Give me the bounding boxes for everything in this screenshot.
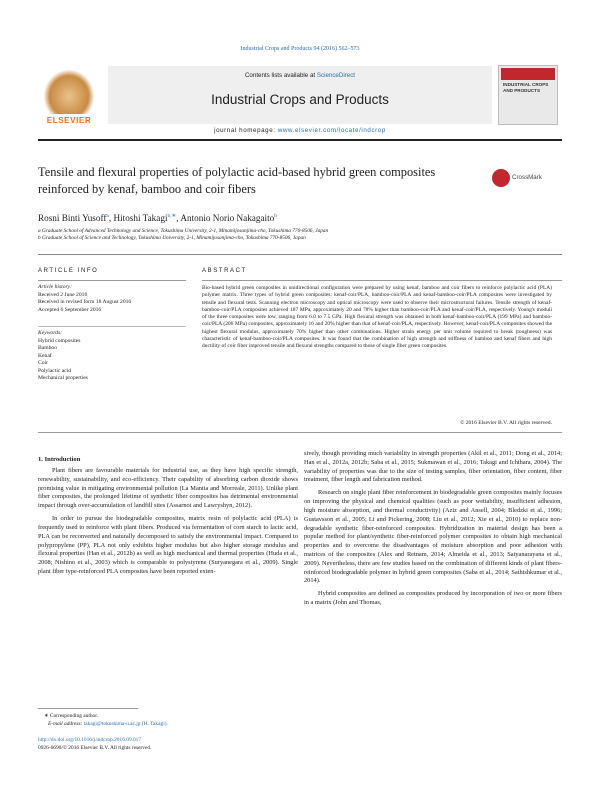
contents-available-line <box>108 72 492 79</box>
doi-link[interactable]: http://dx.doi.org/10.1016/j.indcrop.2016.09.017 <box>38 737 142 743</box>
journal-homepage-line <box>108 127 492 134</box>
crossmark-icon <box>492 169 510 187</box>
keyword: Hybrid composites <box>38 337 81 344</box>
cover-banner <box>501 68 555 80</box>
author-list: Rosni Binti Yusoff$^a$, Hitoshi Takagi$^{b,∗}$, Antonio Norio Nakagaito$^b$ <box>38 213 277 224</box>
paragraph: Research on single plant fiber reinforcement in biodegradable green composites mainly focuses on improving the physical and chemical qualities (such as poor wettability, insufficient adhesion, high moisture absorption, and thermal conductivity) (Aziz and Ansell, 2004; Bledzki et al., 1996; Gustavsson et al., 2005; Li and Pickering, 2008; Liu et al., 2012; Xie et al., 2010) to replace non-degradable synthetic fiber-reinforced composites. Hybridization in material design has been a popular method for plant/synthetic fiber-reinforced polymer composites to obtain high mechanical properties and to overcome the disadvantages of moisture absorption and poor adhesion with matrices of the composites (Alex and Retnam, 2014; Almeida et al., 2013; Satyanarayana et al., 2009). Nevertheless, there are few studies based on the combination of different kinds of plant fibers-reinforced biodegradable polymer in hybrid green composites (Saba et al., 2014; Sathishkumar et al., 2014). <box>304 489 562 585</box>
section-heading-introduction: 1. Introduction <box>38 456 81 463</box>
doi-block <box>38 737 338 752</box>
keywords-label: Keywords: <box>38 330 63 336</box>
elsevier-wordmark: ELSEVIER <box>46 116 92 125</box>
sciencedirect-link[interactable]: ScienceDirect <box>316 72 356 79</box>
header-rule <box>38 139 562 141</box>
keyword: Coir <box>38 360 48 367</box>
elsevier-logo <box>38 70 100 128</box>
journal-title: Industrial Crops and Products <box>211 92 389 107</box>
keyword: Polylactic acid <box>38 367 72 374</box>
paragraph: Plant fibers are favourable materials for industrial use, as they have high specific strength, renewability, sustainability, and eco-efficiency. Their capability of absorbing carbon dioxide shows promising value in mitigating environmental pollution (La Mantia and Morreale, 2011). Unlike plant fiber composites, the prolonged lifetime of synthetic fiber composites has detrimental environmental impact through over-accumulation of landfill sites (Assarnoi and Lawryshyn, 2012). <box>38 467 298 510</box>
paragraph: sively, though providing much variability in strength properties (Akil et al., 2011; Dong et al., 2014; Han et al., 2012a, 2012b; Saba et al., 2015; Sukmawan et al., 2016; Takagi and Ichihara, 2004). The variability of properties was due to the size of testing samples, fiber orientation, fiber content, fiber treatment, fiber length and fabrication method. <box>304 450 562 484</box>
body-column-left <box>38 467 298 581</box>
cover-title: INDUSTRIAL CROPS AND PRODUCTS <box>503 82 549 93</box>
abstract-bottom-rule <box>38 432 562 433</box>
keywords-rule <box>38 326 186 327</box>
contents-prefix: Contents lists available at <box>244 72 317 79</box>
keyword: Mechanical properties <box>38 375 88 382</box>
article-info-heading: ARTICLE INFO <box>38 268 99 274</box>
homepage-link[interactable]: www.elsevier.com/locate/indcrop <box>277 127 386 134</box>
author-name: Rosni Binti Yusoff <box>38 213 107 224</box>
corresponding-label: ∗ Corresponding author. <box>44 713 99 719</box>
history-label: Article history: <box>38 284 73 290</box>
author-affiliation-mark[interactable]: a <box>106 213 109 219</box>
email-link[interactable]: takagi@tokushima-u.ac.jp (H. Takagi). <box>83 720 168 727</box>
author-name: Hitoshi Takagi <box>113 213 168 224</box>
email-line <box>38 721 298 729</box>
elsevier-tree-icon <box>44 70 94 114</box>
homepage-prefix: journal homepage: <box>214 127 278 134</box>
history-item: Received 2 June 2016 <box>38 291 88 298</box>
body-column-right <box>304 450 562 612</box>
affiliation-a: a Graduate School of Advanced Technology and Science, Tokushima University, 2-1, Minamijosanjima-cho, Tokushima 770-8506, Japan <box>38 228 329 234</box>
paragraph: In order to pursue the biodegradable composites, matrix resin of polylactic acid (PLA) is frequently used to reinforce with plant fibers. Produced via fermentation of corn starch to lactic acid, PLA can be reconverted and naturally decomposed to satisfy the environmental impact. Compared to polypropylene (PP), PLA not only exhibits higher modulus but also higher storage modulus and flexural properties (Han et al., 2012b) as well as high mechanical and thermal properties (Huda et al., 2008; Nishino et al., 2003) which is comparable to polystyrene (Suryanegara et al., 2009). Single plant fiber type-reinforced PLA composites have been reported exten- <box>38 515 298 575</box>
corresponding-author-footnote <box>38 713 298 728</box>
footnote-rule <box>38 708 138 709</box>
author-name: Antonio Norio Nakagaito <box>180 213 275 224</box>
journal-cover-thumbnail <box>498 65 558 125</box>
crossmark-label: CrossMark <box>512 174 542 181</box>
author-affiliation-mark[interactable]: b <box>274 213 277 219</box>
affiliation-rule <box>38 254 562 255</box>
abstract-text: Bio-based hybrid green composites in unidirectional configuration were prepared by using kenaf, bamboo and coir fibers to reinforce polylactic acid (PLA) polymer matrix. Three types of hybrid green composites: kenaf-coir/PLA, bamboo-coir/PLA and kenaf-bamboo-coir/PLA composites were investigated by tensile and flexural tests. Scanning electron microscopy and optical microscopy were used to observe their microstructural failures. Tensile strength of kenaf-bamboo-coir/PLA composites achieved 187 MPa, approximately 20 and 78% higher than bamboo-coir/PLA and kenaf-coir/PLA, respectively. Young's moduli of the three composites were low, ranging from 6.0 to 7.5 GPa. High flexural strength was obtained in both kenaf-bamboo-coir/PLA (199 MPa) and bamboo-coir/PLA (206 MPa) composites, approximately 16 and 20% higher than that of kenaf-coir/PLA, respectively. However, kenaf-coir/PLA composites showed the highest flexural modulus, approximately 70% higher than other combinations. Higher strain energy per unit volume required to break (toughness) was characteristic of kenaf-bamboo-coir/PLA composites. It was found that the combination of high strength and stiffness of bamboo and kenaf fibers and high ductility of coir fiber improved tensile and flexural strengths compared to those of single fiber green composites. <box>202 285 552 349</box>
issn-line: 0926-6690/© 2016 Elsevier B.V. All rights reserved. <box>38 744 152 751</box>
abstract-heading: ABSTRACT <box>202 268 247 274</box>
keyword: Bamboo <box>38 345 57 352</box>
crossmark-badge[interactable] <box>492 168 542 190</box>
paragraph: Hybrid composites are defined as composites produced by incorporation of two or more fibers in a matrix (John and Thomas, <box>304 590 562 606</box>
journal-reference[interactable]: Industrial Crops and Products 94 (2016) 562–573 <box>240 46 360 52</box>
history-item: Received in revised form 18 August 2016 <box>38 299 132 306</box>
copyright-notice: © 2016 Elsevier B.V. All rights reserved. <box>460 420 552 426</box>
affiliation-b: b Graduate School of Science and Technology, Tokushima University, 2-1, Minamijosanjima-cho, Tokushima 770-8506, Japan <box>38 235 306 242</box>
article-info-rule <box>38 280 186 281</box>
author-affiliation-mark[interactable]: b,∗ <box>167 213 177 219</box>
article-title: Tensile and flexural properties of polylactic acid-based hybrid green composites reinforced by kenaf, bamboo and coir fibers <box>38 165 436 196</box>
keywords <box>38 330 188 383</box>
history-item: Accepted 6 September 2016 <box>38 306 102 313</box>
email-label: E-mail address: <box>48 720 84 727</box>
abstract-rule <box>202 280 562 281</box>
keyword: Kenaf <box>38 352 52 359</box>
affiliations <box>38 228 558 243</box>
article-history <box>38 284 188 314</box>
